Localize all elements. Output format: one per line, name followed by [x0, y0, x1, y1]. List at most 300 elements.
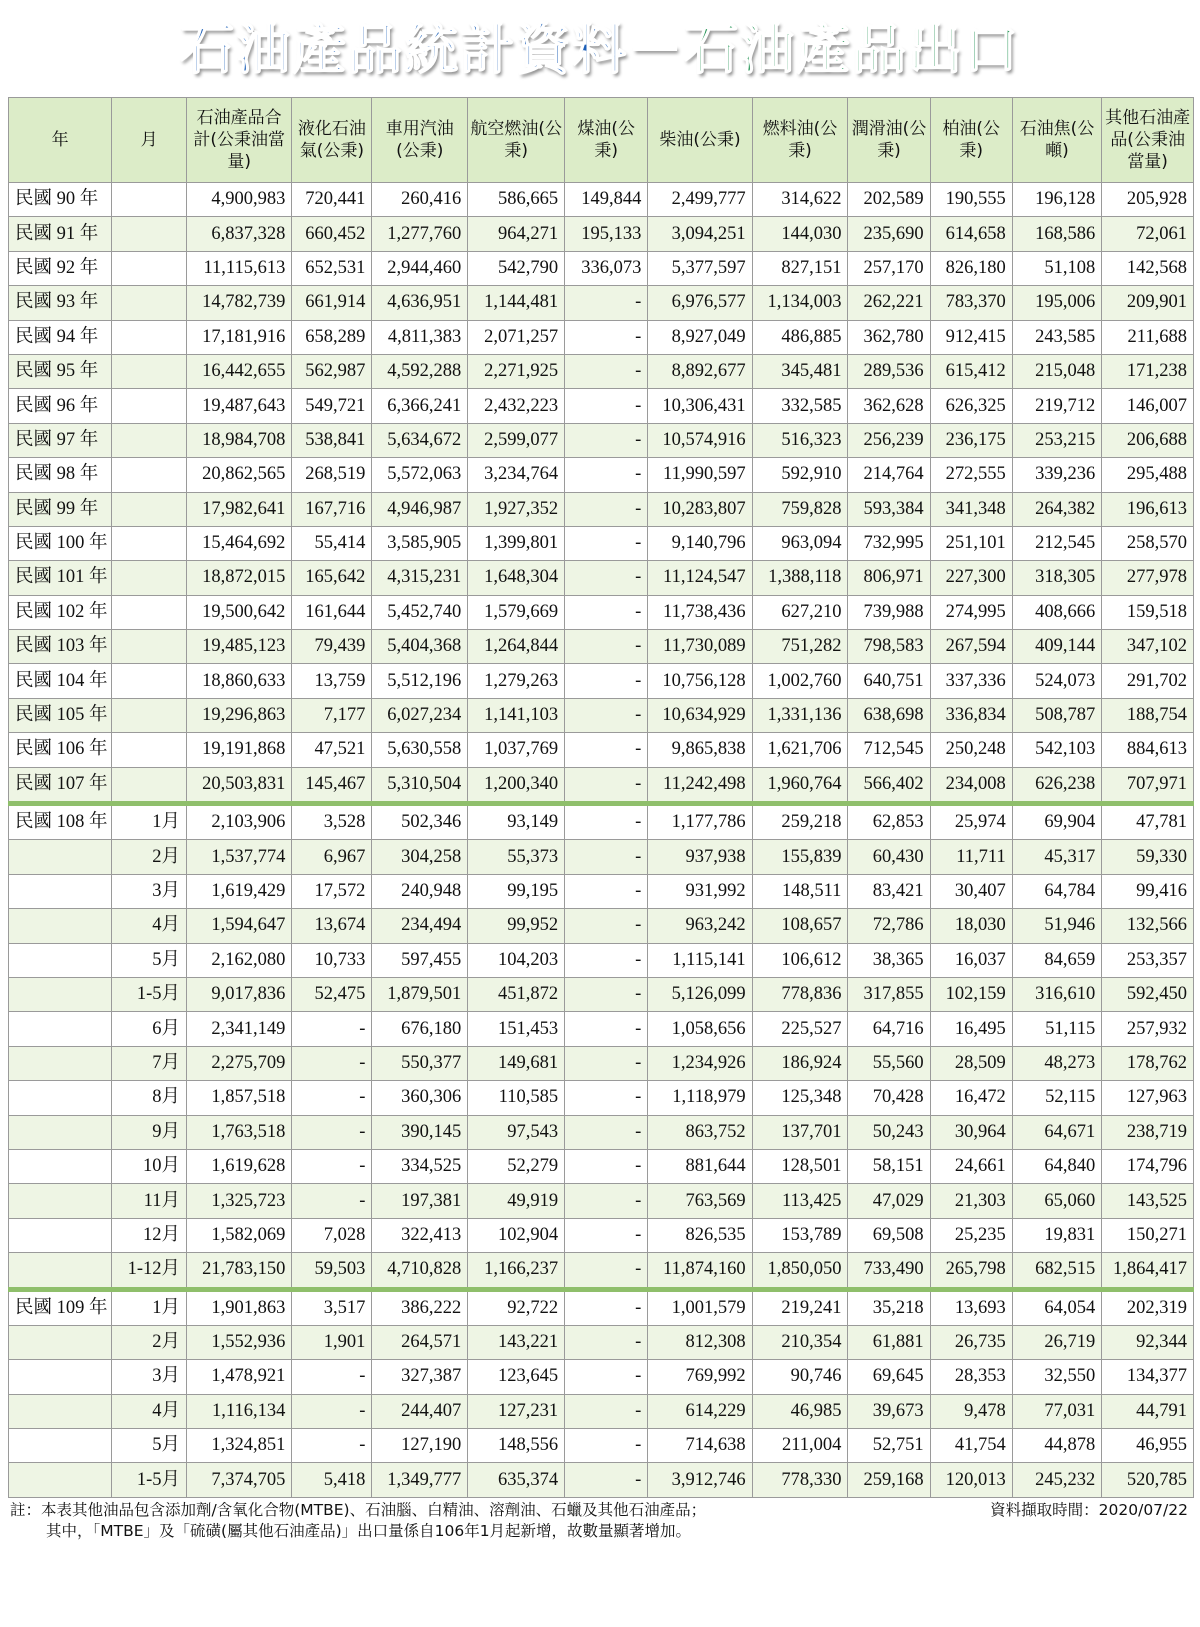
value-cell: 64,671 [1012, 1115, 1102, 1149]
value-cell: 5,452,740 [372, 595, 468, 629]
value-cell: 6,027,234 [372, 698, 468, 732]
export-table [8, 97, 1194, 1498]
value-cell: 144,030 [752, 217, 848, 251]
year-cell [9, 977, 112, 1011]
value-cell: 245,232 [1012, 1463, 1102, 1497]
value-cell: 336,073 [565, 251, 648, 285]
value-cell: 10,756,128 [648, 664, 752, 698]
value-cell: 3,585,905 [372, 526, 468, 560]
value-cell: 676,180 [372, 1012, 468, 1046]
year-cell [9, 1253, 112, 1289]
value-cell: 225,527 [752, 1012, 848, 1046]
month-cell [112, 251, 187, 285]
value-cell: 2,071,257 [468, 320, 565, 354]
value-cell: 769,992 [648, 1360, 752, 1394]
value-cell: 4,811,383 [372, 320, 468, 354]
value-cell: 291,702 [1102, 664, 1194, 698]
value-cell: 1,648,304 [468, 561, 565, 595]
value-cell: 712,545 [848, 733, 930, 767]
value-cell: 2,944,460 [372, 251, 468, 285]
value-cell: 10,733 [292, 943, 372, 977]
year-cell: 民國 106 年 [9, 733, 112, 767]
table-row [9, 1360, 1194, 1394]
value-cell: 44,791 [1102, 1394, 1194, 1428]
value-cell: 79,439 [292, 630, 372, 664]
value-cell: 640,751 [848, 664, 930, 698]
column-header: 石油產品合計(公秉油當量) [187, 98, 292, 183]
value-cell: 227,300 [930, 561, 1012, 595]
value-cell: 210,354 [752, 1325, 848, 1359]
value-cell: 274,995 [930, 595, 1012, 629]
month-cell [112, 698, 187, 732]
value-cell: 360,306 [372, 1081, 468, 1115]
value-cell: 720,441 [292, 183, 372, 217]
value-cell: 28,353 [930, 1360, 1012, 1394]
value-cell: - [565, 1218, 648, 1252]
value-cell: 99,195 [468, 874, 565, 908]
table-row [9, 1218, 1194, 1252]
value-cell: 13,674 [292, 909, 372, 943]
year-cell: 民國 103 年 [9, 630, 112, 664]
month-cell: 4月 [112, 909, 187, 943]
year-cell [9, 943, 112, 977]
value-cell: 7,374,705 [187, 1463, 292, 1497]
value-cell: 1,960,764 [752, 767, 848, 803]
table-row [9, 595, 1194, 629]
value-cell: 11,990,597 [648, 458, 752, 492]
value-cell: 1,058,656 [648, 1012, 752, 1046]
table-row [9, 840, 1194, 874]
value-cell: 265,798 [930, 1253, 1012, 1289]
value-cell: 215,048 [1012, 354, 1102, 388]
value-cell: 123,645 [468, 1360, 565, 1394]
value-cell: 5,377,597 [648, 251, 752, 285]
month-cell [112, 526, 187, 560]
value-cell: 2,271,925 [468, 354, 565, 388]
value-cell: 4,710,828 [372, 1253, 468, 1289]
value-cell: 38,365 [848, 943, 930, 977]
value-cell: - [292, 1360, 372, 1394]
value-cell: 165,642 [292, 561, 372, 595]
value-cell: 21,303 [930, 1184, 1012, 1218]
value-cell: 142,568 [1102, 251, 1194, 285]
value-cell: - [565, 1115, 648, 1149]
value-cell: 3,912,746 [648, 1463, 752, 1497]
value-cell: 707,971 [1102, 767, 1194, 803]
value-cell: 1,324,851 [187, 1429, 292, 1463]
value-cell: 46,985 [752, 1394, 848, 1428]
value-cell: 5,404,368 [372, 630, 468, 664]
value-cell: 524,073 [1012, 664, 1102, 698]
value-cell: 202,589 [848, 183, 930, 217]
column-header: 月 [112, 98, 187, 183]
table-row [9, 1149, 1194, 1183]
value-cell: 332,585 [752, 389, 848, 423]
month-cell [112, 492, 187, 526]
value-cell: 69,904 [1012, 804, 1102, 840]
value-cell: 327,387 [372, 1360, 468, 1394]
value-cell: 32,550 [1012, 1360, 1102, 1394]
year-cell: 民國 104 年 [9, 664, 112, 698]
value-cell: - [292, 1115, 372, 1149]
value-cell: 912,415 [930, 320, 1012, 354]
value-cell: 732,995 [848, 526, 930, 560]
value-cell: 52,475 [292, 977, 372, 1011]
value-cell: 1,537,774 [187, 840, 292, 874]
column-header: 柏油(公秉) [930, 98, 1012, 183]
value-cell: 289,536 [848, 354, 930, 388]
year-cell [9, 874, 112, 908]
value-cell: 272,555 [930, 458, 1012, 492]
table-row [9, 217, 1194, 251]
value-cell: 1,582,069 [187, 1218, 292, 1252]
value-cell: - [565, 389, 648, 423]
column-header: 液化石油氣(公秉) [292, 98, 372, 183]
year-cell: 民國 92 年 [9, 251, 112, 285]
value-cell: 1,621,706 [752, 733, 848, 767]
month-cell: 4月 [112, 1394, 187, 1428]
value-cell: 253,357 [1102, 943, 1194, 977]
value-cell: 336,834 [930, 698, 1012, 732]
value-cell: 508,787 [1012, 698, 1102, 732]
value-cell: 251,101 [930, 526, 1012, 560]
table-row [9, 183, 1194, 217]
value-cell: 661,914 [292, 286, 372, 320]
year-cell: 民國 102 年 [9, 595, 112, 629]
value-cell: - [565, 909, 648, 943]
value-cell: 5,630,558 [372, 733, 468, 767]
value-cell: 562,987 [292, 354, 372, 388]
column-header: 石油焦(公噸) [1012, 98, 1102, 183]
value-cell: 1,619,429 [187, 874, 292, 908]
value-cell: 1,879,501 [372, 977, 468, 1011]
value-cell: 362,780 [848, 320, 930, 354]
value-cell: 316,610 [1012, 977, 1102, 1011]
value-cell: 3,528 [292, 804, 372, 840]
table-row [9, 698, 1194, 732]
value-cell: 597,455 [372, 943, 468, 977]
value-cell: 451,872 [468, 977, 565, 1011]
value-cell: 46,955 [1102, 1429, 1194, 1463]
value-cell: - [565, 664, 648, 698]
value-cell: 538,841 [292, 423, 372, 457]
year-cell: 民國 107 年 [9, 767, 112, 803]
month-cell: 7月 [112, 1046, 187, 1080]
value-cell: 5,310,504 [372, 767, 468, 803]
month-cell [112, 286, 187, 320]
value-cell: 16,037 [930, 943, 1012, 977]
value-cell: - [565, 1253, 648, 1289]
value-cell: 219,712 [1012, 389, 1102, 423]
value-cell: 739,988 [848, 595, 930, 629]
value-cell: 592,450 [1102, 977, 1194, 1011]
column-header: 其他石油產品(公秉油當量) [1102, 98, 1194, 183]
value-cell: 18,984,708 [187, 423, 292, 457]
value-cell: 937,938 [648, 840, 752, 874]
year-cell [9, 1394, 112, 1428]
value-cell: 51,108 [1012, 251, 1102, 285]
value-cell: 11,242,498 [648, 767, 752, 803]
value-cell: 345,481 [752, 354, 848, 388]
table-row [9, 733, 1194, 767]
table-row [9, 561, 1194, 595]
table-row [9, 909, 1194, 943]
value-cell: 6,366,241 [372, 389, 468, 423]
value-cell: 1,864,417 [1102, 1253, 1194, 1289]
value-cell: 1,002,760 [752, 664, 848, 698]
value-cell: - [565, 286, 648, 320]
value-cell: 334,525 [372, 1149, 468, 1183]
value-cell: 148,511 [752, 874, 848, 908]
month-cell [112, 423, 187, 457]
value-cell: 295,488 [1102, 458, 1194, 492]
month-cell [112, 183, 187, 217]
value-cell: 964,271 [468, 217, 565, 251]
value-cell: 25,235 [930, 1218, 1012, 1252]
value-cell: 658,289 [292, 320, 372, 354]
value-cell: 259,168 [848, 1463, 930, 1497]
value-cell: 586,665 [468, 183, 565, 217]
value-cell: 4,315,231 [372, 561, 468, 595]
value-cell: 153,789 [752, 1218, 848, 1252]
value-cell: - [565, 698, 648, 732]
value-cell: 45,317 [1012, 840, 1102, 874]
column-header: 潤滑油(公秉) [848, 98, 930, 183]
value-cell: 322,413 [372, 1218, 468, 1252]
value-cell: 268,519 [292, 458, 372, 492]
value-cell: 339,236 [1012, 458, 1102, 492]
value-cell: - [292, 1012, 372, 1046]
value-cell: 174,796 [1102, 1149, 1194, 1183]
value-cell: 47,781 [1102, 804, 1194, 840]
value-cell: 11,711 [930, 840, 1012, 874]
month-cell [112, 354, 187, 388]
value-cell: 733,490 [848, 1253, 930, 1289]
value-cell: 2,103,906 [187, 804, 292, 840]
value-cell: 542,790 [468, 251, 565, 285]
value-cell: 195,006 [1012, 286, 1102, 320]
month-cell [112, 630, 187, 664]
month-cell: 3月 [112, 874, 187, 908]
value-cell: 99,952 [468, 909, 565, 943]
value-cell: 8,892,677 [648, 354, 752, 388]
value-cell: 1,234,926 [648, 1046, 752, 1080]
value-cell: 2,275,709 [187, 1046, 292, 1080]
value-cell: 197,381 [372, 1184, 468, 1218]
value-cell: 59,330 [1102, 840, 1194, 874]
value-cell: 60,430 [848, 840, 930, 874]
table-row [9, 1115, 1194, 1149]
value-cell: 168,586 [1012, 217, 1102, 251]
value-cell: 49,919 [468, 1184, 565, 1218]
value-cell: 64,840 [1012, 1149, 1102, 1183]
month-cell: 1-5月 [112, 977, 187, 1011]
value-cell: 1,850,050 [752, 1253, 848, 1289]
year-cell: 民國 101 年 [9, 561, 112, 595]
month-cell: 2月 [112, 840, 187, 874]
value-cell: 30,964 [930, 1115, 1012, 1149]
value-cell: 1,927,352 [468, 492, 565, 526]
month-cell: 1-5月 [112, 1463, 187, 1497]
value-cell: - [565, 320, 648, 354]
value-cell: 5,512,196 [372, 664, 468, 698]
value-cell: - [292, 1394, 372, 1428]
value-cell: 72,061 [1102, 217, 1194, 251]
value-cell: 260,416 [372, 183, 468, 217]
table-row [9, 1325, 1194, 1359]
value-cell: - [292, 1429, 372, 1463]
value-cell: 186,924 [752, 1046, 848, 1080]
value-cell: 258,570 [1102, 526, 1194, 560]
month-cell [112, 664, 187, 698]
value-cell: 55,560 [848, 1046, 930, 1080]
value-cell: 15,464,692 [187, 526, 292, 560]
month-cell: 3月 [112, 1360, 187, 1394]
value-cell: 235,690 [848, 217, 930, 251]
table-row [9, 767, 1194, 803]
value-cell: 113,425 [752, 1184, 848, 1218]
value-cell: 28,509 [930, 1046, 1012, 1080]
value-cell: 1,901,863 [187, 1289, 292, 1325]
value-cell: 125,348 [752, 1081, 848, 1115]
value-cell: 1,144,481 [468, 286, 565, 320]
value-cell: 211,688 [1102, 320, 1194, 354]
table-body [9, 183, 1194, 1498]
value-cell: 827,151 [752, 251, 848, 285]
month-cell [112, 561, 187, 595]
value-cell: 1,277,760 [372, 217, 468, 251]
value-cell: 1,331,136 [752, 698, 848, 732]
value-cell: 18,860,633 [187, 664, 292, 698]
value-cell: 409,144 [1012, 630, 1102, 664]
value-cell: 262,221 [848, 286, 930, 320]
value-cell: - [565, 492, 648, 526]
value-cell: 863,752 [648, 1115, 752, 1149]
value-cell: 134,377 [1102, 1360, 1194, 1394]
value-cell: - [565, 1046, 648, 1080]
value-cell: 8,927,049 [648, 320, 752, 354]
value-cell: - [565, 1289, 648, 1325]
year-cell: 民國 98 年 [9, 458, 112, 492]
value-cell: 21,783,150 [187, 1253, 292, 1289]
value-cell: 2,599,077 [468, 423, 565, 457]
month-cell: 1月 [112, 804, 187, 840]
value-cell: 881,644 [648, 1149, 752, 1183]
year-cell [9, 1218, 112, 1252]
value-cell: 51,946 [1012, 909, 1102, 943]
value-cell: 257,170 [848, 251, 930, 285]
table-row [9, 492, 1194, 526]
table-row [9, 1012, 1194, 1046]
value-cell: 1,594,647 [187, 909, 292, 943]
value-cell: 236,175 [930, 423, 1012, 457]
month-cell [112, 733, 187, 767]
value-cell: 10,283,807 [648, 492, 752, 526]
value-cell: 206,688 [1102, 423, 1194, 457]
value-cell: 1,166,237 [468, 1253, 565, 1289]
value-cell: 550,377 [372, 1046, 468, 1080]
value-cell: 137,701 [752, 1115, 848, 1149]
table-header-row [9, 98, 1194, 183]
value-cell: 77,031 [1012, 1394, 1102, 1428]
table-row [9, 1184, 1194, 1218]
value-cell: 267,594 [930, 630, 1012, 664]
value-cell: 159,518 [1102, 595, 1194, 629]
value-cell: 1,116,134 [187, 1394, 292, 1428]
value-cell: 196,613 [1102, 492, 1194, 526]
value-cell: 19,191,868 [187, 733, 292, 767]
value-cell: - [565, 733, 648, 767]
value-cell: 682,515 [1012, 1253, 1102, 1289]
year-cell: 民國 99 年 [9, 492, 112, 526]
month-cell: 11月 [112, 1184, 187, 1218]
value-cell: 41,754 [930, 1429, 1012, 1463]
value-cell: 4,900,983 [187, 183, 292, 217]
year-cell: 民國 105 年 [9, 698, 112, 732]
value-cell: 20,503,831 [187, 767, 292, 803]
value-cell: 128,501 [752, 1149, 848, 1183]
table-row [9, 804, 1194, 840]
value-cell: 3,094,251 [648, 217, 752, 251]
month-cell [112, 595, 187, 629]
value-cell: 317,855 [848, 977, 930, 1011]
value-cell: - [292, 1046, 372, 1080]
value-cell: 502,346 [372, 804, 468, 840]
value-cell: 1,177,786 [648, 804, 752, 840]
value-cell: - [565, 423, 648, 457]
value-cell: 6,837,328 [187, 217, 292, 251]
value-cell: 132,566 [1102, 909, 1194, 943]
value-cell: 48,273 [1012, 1046, 1102, 1080]
value-cell: 13,759 [292, 664, 372, 698]
year-cell: 民國 90 年 [9, 183, 112, 217]
value-cell: 14,782,739 [187, 286, 292, 320]
year-cell: 民國 108 年 [9, 804, 112, 840]
value-cell: 963,242 [648, 909, 752, 943]
value-cell: 16,472 [930, 1081, 1012, 1115]
value-cell: 17,982,641 [187, 492, 292, 526]
page-title-sub: 石油產品出口 [684, 18, 1020, 81]
value-cell: 127,190 [372, 1429, 468, 1463]
column-header: 年 [9, 98, 112, 183]
value-cell: - [565, 354, 648, 388]
value-cell: 161,644 [292, 595, 372, 629]
value-cell: 751,282 [752, 630, 848, 664]
value-cell: 626,238 [1012, 767, 1102, 803]
value-cell: 390,145 [372, 1115, 468, 1149]
value-cell: 93,149 [468, 804, 565, 840]
value-cell: 1,478,921 [187, 1360, 292, 1394]
value-cell: 1,388,118 [752, 561, 848, 595]
value-cell: - [565, 630, 648, 664]
value-cell: 62,853 [848, 804, 930, 840]
value-cell: 92,722 [468, 1289, 565, 1325]
value-cell: - [565, 1325, 648, 1359]
table-row [9, 977, 1194, 1011]
value-cell: 7,028 [292, 1218, 372, 1252]
value-cell: 2,499,777 [648, 183, 752, 217]
value-cell: 108,657 [752, 909, 848, 943]
value-cell: 20,862,565 [187, 458, 292, 492]
value-cell: 52,751 [848, 1429, 930, 1463]
value-cell: 146,007 [1102, 389, 1194, 423]
month-cell [112, 458, 187, 492]
month-cell [112, 389, 187, 423]
value-cell: 219,241 [752, 1289, 848, 1325]
value-cell: 2,162,080 [187, 943, 292, 977]
table-row [9, 389, 1194, 423]
value-cell: 26,719 [1012, 1325, 1102, 1359]
